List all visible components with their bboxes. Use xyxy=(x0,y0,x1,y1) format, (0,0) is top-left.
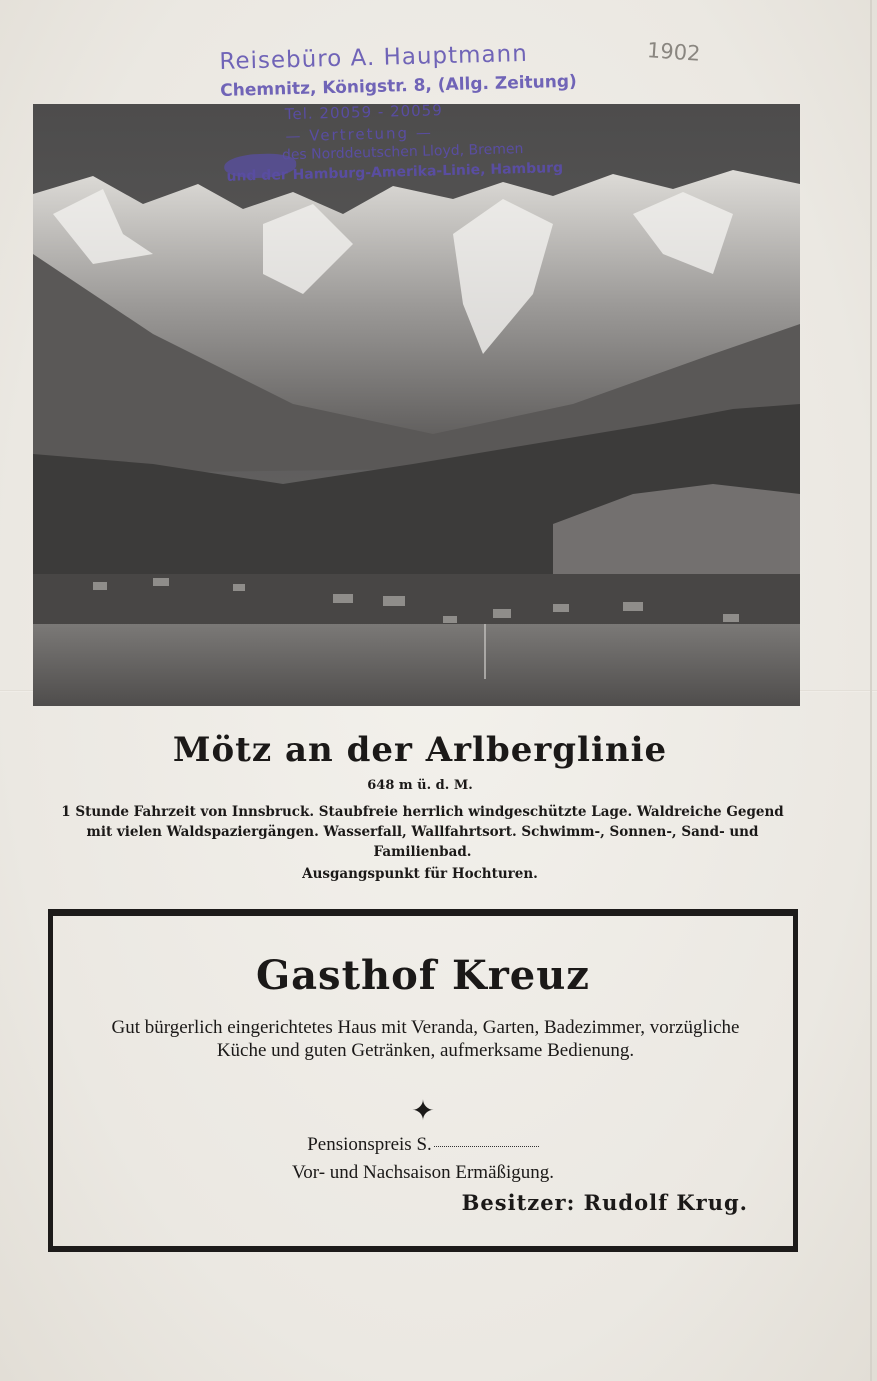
altitude-text: 648 m ü. d. M. xyxy=(367,778,473,793)
stamp-hapag: und der Hamburg-Amerika-Linie, Hamburg xyxy=(226,160,564,185)
stamp-agency-name: Reisebüro A. Hauptmann xyxy=(219,40,529,75)
price-label: Pensionspreis S. xyxy=(307,1134,432,1155)
advertisement-box xyxy=(48,909,798,1252)
page-edge xyxy=(870,0,872,1381)
stamp-lloyd: des Norddeutschen Lloyd, Bremen xyxy=(281,141,524,164)
cross-ornament-icon: ✦ xyxy=(411,1094,435,1127)
location-description: 1 Stunde Fahrzeit von Innsbruck. Staubfreie herrlich windgeschützte Lage. Waldreiche Gegend mit vielen Waldspaziergängen. Wasserfall, Wallfahrtsort. Schwimm-, Sonnen-, Sand- und Familienbad. xyxy=(61,804,784,860)
page-title: Mötz an der Arlberglinie xyxy=(172,730,668,770)
travel-agency-stamp xyxy=(213,37,607,197)
inn-description: Gut bürgerlich eingerichtetes Haus mit Veranda, Garten, Badezimmer, vorzügliche Küche und guten Getränken, aufmerksame Bedienung. xyxy=(111,1017,740,1061)
location-description-extra: Ausgangspunkt für Hochturen. xyxy=(302,866,538,882)
stamp-address: Chemnitz, Königstr. 8, (Allg. Zeitung) xyxy=(219,71,578,101)
handwritten-note: 1902 xyxy=(646,38,702,66)
landscape-photo xyxy=(33,104,800,706)
stamp-phone: Tel. 20059 - 20059 xyxy=(284,101,444,124)
owner-name: Besitzer: Rudolf Krug. xyxy=(461,1190,748,1215)
price-line xyxy=(53,1134,793,1156)
price-blank xyxy=(434,1146,539,1147)
inn-name: Gasthof Kreuz xyxy=(255,952,591,999)
season-discount: Vor- und Nachsaison Ermäßigung. xyxy=(291,1162,555,1183)
mountain-village-image xyxy=(33,104,800,706)
stamp-representation: — Vertretung — xyxy=(285,123,434,146)
